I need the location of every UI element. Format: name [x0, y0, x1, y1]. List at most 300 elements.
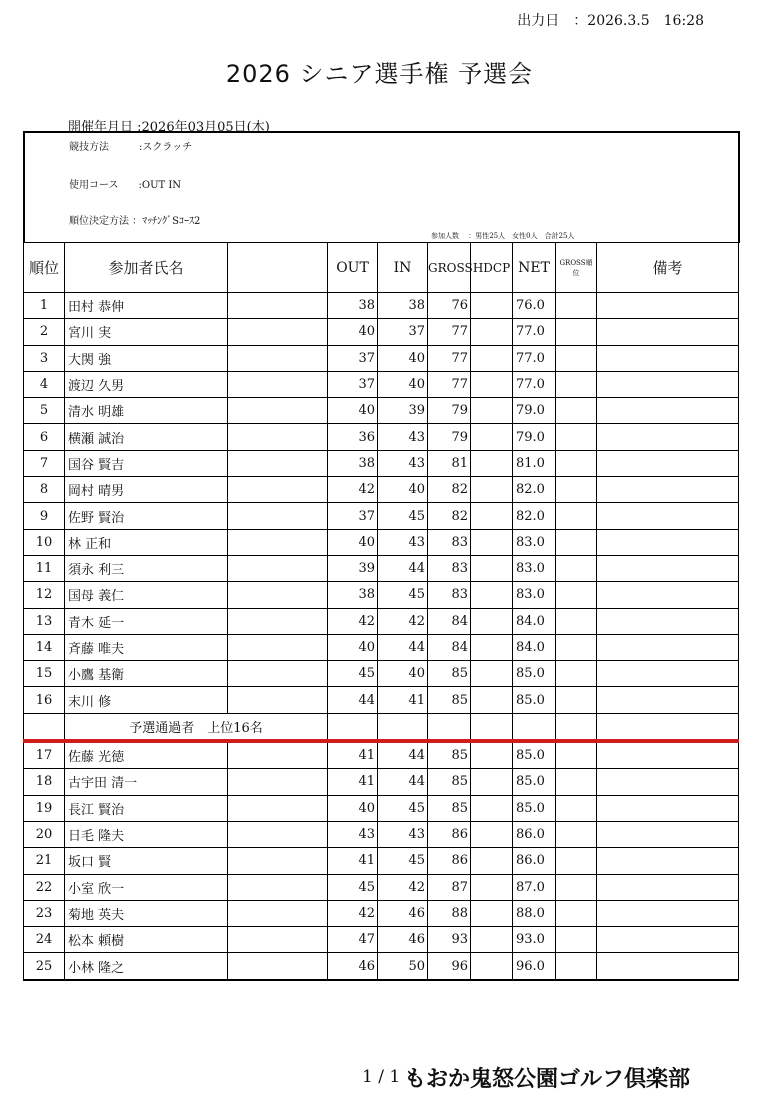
remarks-cell — [597, 555, 739, 581]
net-cell: 79.0 — [513, 398, 556, 424]
in-cell: 45 — [378, 795, 428, 821]
cutoff-empty-cell — [428, 713, 471, 741]
out-cell: 42 — [328, 477, 378, 503]
gross-rank-cell — [556, 477, 597, 503]
hdcp-cell — [471, 821, 513, 847]
blank-cell — [228, 398, 328, 424]
gross-cell: 88 — [428, 900, 471, 926]
table-row — [24, 398, 739, 424]
table-row — [24, 795, 739, 821]
rank-cell: 4 — [24, 371, 65, 397]
remarks-cell — [597, 319, 739, 345]
hdcp-cell — [471, 874, 513, 900]
out-cell: 39 — [328, 555, 378, 581]
results-body — [24, 293, 739, 980]
table-row — [24, 582, 739, 608]
blank-cell — [228, 821, 328, 847]
gross-cell: 86 — [428, 848, 471, 874]
in-cell: 44 — [378, 634, 428, 660]
net-cell: 85.0 — [513, 687, 556, 713]
gross-rank-cell — [556, 795, 597, 821]
gross-cell: 77 — [428, 319, 471, 345]
rank-cell: 22 — [24, 874, 65, 900]
blank-cell — [228, 769, 328, 795]
ranking-method: 順位決定方法 ：ﾏｯﾁﾝｸﾞSｺｰｽ2 — [69, 216, 201, 227]
gross-rank-cell — [556, 555, 597, 581]
hdcp-cell — [471, 927, 513, 953]
table-row — [24, 293, 739, 319]
hdcp-cell — [471, 345, 513, 371]
blank-cell — [228, 687, 328, 713]
in-cell: 45 — [378, 503, 428, 529]
table-row — [24, 555, 739, 581]
gross-rank-cell — [556, 769, 597, 795]
gross-rank-cell — [556, 821, 597, 847]
in-cell: 39 — [378, 398, 428, 424]
in-cell: 45 — [378, 582, 428, 608]
name-cell: 日毛 隆夫 — [65, 821, 228, 847]
competition-info-box — [23, 131, 740, 243]
gross-cell: 85 — [428, 795, 471, 821]
net-cell: 83.0 — [513, 555, 556, 581]
name-cell: 大関 強 — [65, 345, 228, 371]
in-cell: 40 — [378, 661, 428, 687]
gross-rank-cell — [556, 874, 597, 900]
header-hdcp: HDCP — [471, 243, 513, 293]
rank-cell: 1 — [24, 293, 65, 319]
in-cell: 44 — [378, 741, 428, 769]
out-cell: 42 — [328, 900, 378, 926]
qualifier-label: 予選通過者 上位16名 — [65, 713, 328, 741]
name-cell: 菊地 英夫 — [65, 900, 228, 926]
hdcp-cell — [471, 661, 513, 687]
in-cell: 46 — [378, 927, 428, 953]
name-cell: 宮川 実 — [65, 319, 228, 345]
blank-cell — [228, 371, 328, 397]
table-row — [24, 848, 739, 874]
remarks-cell — [597, 371, 739, 397]
gross-cell: 86 — [428, 821, 471, 847]
table-row — [24, 450, 739, 476]
name-cell: 渡辺 久男 — [65, 371, 228, 397]
remarks-cell — [597, 293, 739, 319]
cutoff-rank-cell — [24, 713, 65, 741]
name-cell: 田村 恭伸 — [65, 293, 228, 319]
gross-rank-cell — [556, 345, 597, 371]
blank-cell — [228, 874, 328, 900]
club-name: もおか鬼怒公園ゴルフ倶楽部 — [404, 1067, 691, 1092]
net-cell: 85.0 — [513, 661, 556, 687]
name-cell: 林 正和 — [65, 529, 228, 555]
hdcp-cell — [471, 398, 513, 424]
gross-rank-cell — [556, 529, 597, 555]
header-gross-rank: GROSS順位 — [556, 243, 597, 293]
in-cell: 42 — [378, 608, 428, 634]
rank-cell: 12 — [24, 582, 65, 608]
blank-cell — [228, 477, 328, 503]
in-cell: 50 — [378, 953, 428, 980]
gross-cell: 96 — [428, 953, 471, 980]
qualifier-cutoff-row — [24, 713, 739, 741]
gross-cell: 84 — [428, 634, 471, 660]
net-cell: 84.0 — [513, 634, 556, 660]
table-row — [24, 529, 739, 555]
gross-rank-cell — [556, 927, 597, 953]
table-row — [24, 741, 739, 769]
remarks-cell — [597, 398, 739, 424]
table-row — [24, 503, 739, 529]
hdcp-cell — [471, 424, 513, 450]
table-row — [24, 319, 739, 345]
header-blank — [228, 243, 328, 293]
remarks-cell — [597, 687, 739, 713]
header-rank: 順位 — [24, 243, 65, 293]
rank-cell: 15 — [24, 661, 65, 687]
gross-cell: 76 — [428, 293, 471, 319]
in-cell: 45 — [378, 848, 428, 874]
name-cell: 長江 賢治 — [65, 795, 228, 821]
page-title: 2026 シニア選手権 予選会 — [225, 60, 534, 88]
blank-cell — [228, 661, 328, 687]
rank-cell: 2 — [24, 319, 65, 345]
out-cell: 45 — [328, 874, 378, 900]
rank-cell: 8 — [24, 477, 65, 503]
gross-rank-cell — [556, 900, 597, 926]
hdcp-cell — [471, 582, 513, 608]
table-row — [24, 900, 739, 926]
name-cell: 末川 修 — [65, 687, 228, 713]
net-cell: 81.0 — [513, 450, 556, 476]
rank-cell: 23 — [24, 900, 65, 926]
gross-cell: 85 — [428, 769, 471, 795]
remarks-cell — [597, 848, 739, 874]
remarks-cell — [597, 529, 739, 555]
name-cell: 小室 欣一 — [65, 874, 228, 900]
gross-cell: 77 — [428, 345, 471, 371]
name-cell: 清水 明雄 — [65, 398, 228, 424]
net-cell: 77.0 — [513, 345, 556, 371]
rank-cell: 14 — [24, 634, 65, 660]
remarks-cell — [597, 634, 739, 660]
cutoff-empty-cell — [556, 713, 597, 741]
rank-cell: 3 — [24, 345, 65, 371]
cutoff-empty-cell — [597, 713, 739, 741]
in-cell: 41 — [378, 687, 428, 713]
gross-rank-cell — [556, 687, 597, 713]
blank-cell — [228, 450, 328, 476]
name-cell: 小林 隆之 — [65, 953, 228, 980]
out-cell: 45 — [328, 661, 378, 687]
cutoff-empty-cell — [471, 713, 513, 741]
hdcp-cell — [471, 953, 513, 980]
hdcp-cell — [471, 769, 513, 795]
rank-cell: 16 — [24, 687, 65, 713]
name-cell: 松本 頼樹 — [65, 927, 228, 953]
gross-rank-cell — [556, 741, 597, 769]
cutoff-empty-cell — [328, 713, 378, 741]
out-cell: 38 — [328, 582, 378, 608]
in-cell: 38 — [378, 293, 428, 319]
hdcp-cell — [471, 503, 513, 529]
hdcp-cell — [471, 634, 513, 660]
out-cell: 46 — [328, 953, 378, 980]
remarks-cell — [597, 741, 739, 769]
table-row — [24, 371, 739, 397]
rank-cell: 19 — [24, 795, 65, 821]
out-cell: 41 — [328, 848, 378, 874]
name-cell: 坂口 賢 — [65, 848, 228, 874]
remarks-cell — [597, 795, 739, 821]
net-cell: 77.0 — [513, 371, 556, 397]
rank-cell: 5 — [24, 398, 65, 424]
net-cell: 85.0 — [513, 741, 556, 769]
hdcp-cell — [471, 319, 513, 345]
gross-rank-cell — [556, 319, 597, 345]
hdcp-cell — [471, 687, 513, 713]
rank-cell: 18 — [24, 769, 65, 795]
participant-count: 参加人数 ：男性25人 女性0人 合計25人 — [431, 232, 575, 240]
rank-cell: 11 — [24, 555, 65, 581]
table-row — [24, 953, 739, 980]
blank-cell — [228, 345, 328, 371]
gross-rank-cell — [556, 634, 597, 660]
name-cell: 佐野 賢治 — [65, 503, 228, 529]
rank-cell: 13 — [24, 608, 65, 634]
gross-cell: 93 — [428, 927, 471, 953]
blank-cell — [228, 424, 328, 450]
blank-cell — [228, 927, 328, 953]
hdcp-cell — [471, 477, 513, 503]
hdcp-cell — [471, 741, 513, 769]
net-cell: 82.0 — [513, 503, 556, 529]
gross-rank-cell — [556, 371, 597, 397]
blank-cell — [228, 503, 328, 529]
table-row — [24, 821, 739, 847]
gross-cell: 83 — [428, 582, 471, 608]
net-cell: 86.0 — [513, 848, 556, 874]
hdcp-cell — [471, 293, 513, 319]
in-cell: 43 — [378, 450, 428, 476]
table-row — [24, 634, 739, 660]
blank-cell — [228, 529, 328, 555]
results-table — [23, 242, 739, 981]
hdcp-cell — [471, 900, 513, 926]
net-cell: 85.0 — [513, 769, 556, 795]
name-cell: 斉藤 唯夫 — [65, 634, 228, 660]
remarks-cell — [597, 608, 739, 634]
table-row — [24, 927, 739, 953]
blank-cell — [228, 293, 328, 319]
remarks-cell — [597, 927, 739, 953]
out-cell: 44 — [328, 687, 378, 713]
blank-cell — [228, 608, 328, 634]
header-name: 参加者氏名 — [65, 243, 228, 293]
gross-cell: 83 — [428, 529, 471, 555]
remarks-cell — [597, 450, 739, 476]
gross-cell: 84 — [428, 608, 471, 634]
rank-cell: 25 — [24, 953, 65, 980]
remarks-cell — [597, 503, 739, 529]
in-cell: 37 — [378, 319, 428, 345]
in-cell: 44 — [378, 769, 428, 795]
net-cell: 96.0 — [513, 953, 556, 980]
header-remarks: 備考 — [597, 243, 739, 293]
out-cell: 38 — [328, 293, 378, 319]
name-cell: 古宇田 清一 — [65, 769, 228, 795]
out-cell: 37 — [328, 503, 378, 529]
name-cell: 国谷 賢吉 — [65, 450, 228, 476]
net-cell: 88.0 — [513, 900, 556, 926]
page-number: 1 / 1 — [362, 1067, 401, 1087]
blank-cell — [228, 634, 328, 660]
net-cell: 84.0 — [513, 608, 556, 634]
gross-rank-cell — [556, 450, 597, 476]
gross-rank-cell — [556, 582, 597, 608]
header-gross: GROSS — [428, 243, 471, 293]
blank-cell — [228, 555, 328, 581]
rank-cell: 6 — [24, 424, 65, 450]
out-cell: 40 — [328, 795, 378, 821]
gross-rank-cell — [556, 398, 597, 424]
remarks-cell — [597, 953, 739, 980]
net-cell: 83.0 — [513, 582, 556, 608]
gross-rank-cell — [556, 953, 597, 980]
net-cell: 79.0 — [513, 424, 556, 450]
name-cell: 須永 利三 — [65, 555, 228, 581]
gross-rank-cell — [556, 503, 597, 529]
out-cell: 40 — [328, 398, 378, 424]
gross-cell: 79 — [428, 398, 471, 424]
event-date: 開催年月日 :2026年03月05日(木) — [68, 120, 270, 135]
table-row — [24, 769, 739, 795]
out-cell: 37 — [328, 371, 378, 397]
course-used: 使用コース :OUT IN — [69, 180, 182, 191]
in-cell: 42 — [378, 874, 428, 900]
name-cell: 国母 義仁 — [65, 582, 228, 608]
in-cell: 43 — [378, 821, 428, 847]
name-cell: 佐藤 光徳 — [65, 741, 228, 769]
competition-method: 競技方法 :スクラッチ — [69, 142, 193, 153]
table-header-row — [24, 243, 739, 293]
out-cell: 43 — [328, 821, 378, 847]
table-row — [24, 345, 739, 371]
name-cell: 岡村 晴男 — [65, 477, 228, 503]
rank-cell: 10 — [24, 529, 65, 555]
hdcp-cell — [471, 848, 513, 874]
gross-cell: 83 — [428, 555, 471, 581]
net-cell: 77.0 — [513, 319, 556, 345]
gross-rank-cell — [556, 848, 597, 874]
name-cell: 小鷹 基衛 — [65, 661, 228, 687]
gross-cell: 82 — [428, 503, 471, 529]
table-row — [24, 424, 739, 450]
header-net: NET — [513, 243, 556, 293]
blank-cell — [228, 953, 328, 980]
net-cell: 82.0 — [513, 477, 556, 503]
rank-cell: 17 — [24, 741, 65, 769]
net-cell: 87.0 — [513, 874, 556, 900]
remarks-cell — [597, 582, 739, 608]
in-cell: 43 — [378, 424, 428, 450]
header-in: IN — [378, 243, 428, 293]
in-cell: 43 — [378, 529, 428, 555]
table-row — [24, 687, 739, 713]
in-cell: 40 — [378, 477, 428, 503]
table-row — [24, 608, 739, 634]
rank-cell: 9 — [24, 503, 65, 529]
table-row — [24, 874, 739, 900]
net-cell: 83.0 — [513, 529, 556, 555]
blank-cell — [228, 848, 328, 874]
hdcp-cell — [471, 795, 513, 821]
hdcp-cell — [471, 450, 513, 476]
gross-cell: 77 — [428, 371, 471, 397]
remarks-cell — [597, 821, 739, 847]
remarks-cell — [597, 424, 739, 450]
gross-cell: 81 — [428, 450, 471, 476]
blank-cell — [228, 582, 328, 608]
gross-rank-cell — [556, 293, 597, 319]
out-cell: 37 — [328, 345, 378, 371]
name-cell: 青木 延一 — [65, 608, 228, 634]
table-row — [24, 477, 739, 503]
remarks-cell — [597, 477, 739, 503]
gross-cell: 82 — [428, 477, 471, 503]
remarks-cell — [597, 769, 739, 795]
output-timestamp: 出力日 ：2026.3.5 16:28 — [517, 13, 704, 29]
gross-cell: 85 — [428, 687, 471, 713]
table-row — [24, 661, 739, 687]
gross-cell: 85 — [428, 741, 471, 769]
out-cell: 40 — [328, 529, 378, 555]
hdcp-cell — [471, 529, 513, 555]
out-cell: 41 — [328, 769, 378, 795]
in-cell: 46 — [378, 900, 428, 926]
net-cell: 85.0 — [513, 795, 556, 821]
blank-cell — [228, 900, 328, 926]
in-cell: 40 — [378, 345, 428, 371]
net-cell: 86.0 — [513, 821, 556, 847]
out-cell: 40 — [328, 319, 378, 345]
gross-cell: 79 — [428, 424, 471, 450]
hdcp-cell — [471, 555, 513, 581]
net-cell: 76.0 — [513, 293, 556, 319]
in-cell: 44 — [378, 555, 428, 581]
out-cell: 47 — [328, 927, 378, 953]
blank-cell — [228, 741, 328, 769]
hdcp-cell — [471, 608, 513, 634]
cutoff-empty-cell — [378, 713, 428, 741]
out-cell: 41 — [328, 741, 378, 769]
cutoff-empty-cell — [513, 713, 556, 741]
name-cell: 横瀬 誠治 — [65, 424, 228, 450]
rank-cell: 20 — [24, 821, 65, 847]
gross-rank-cell — [556, 424, 597, 450]
gross-rank-cell — [556, 608, 597, 634]
net-cell: 93.0 — [513, 927, 556, 953]
remarks-cell — [597, 900, 739, 926]
rank-cell: 7 — [24, 450, 65, 476]
hdcp-cell — [471, 371, 513, 397]
out-cell: 38 — [328, 450, 378, 476]
blank-cell — [228, 795, 328, 821]
gross-cell: 87 — [428, 874, 471, 900]
out-cell: 42 — [328, 608, 378, 634]
header-out: OUT — [328, 243, 378, 293]
rank-cell: 21 — [24, 848, 65, 874]
out-cell: 36 — [328, 424, 378, 450]
remarks-cell — [597, 874, 739, 900]
